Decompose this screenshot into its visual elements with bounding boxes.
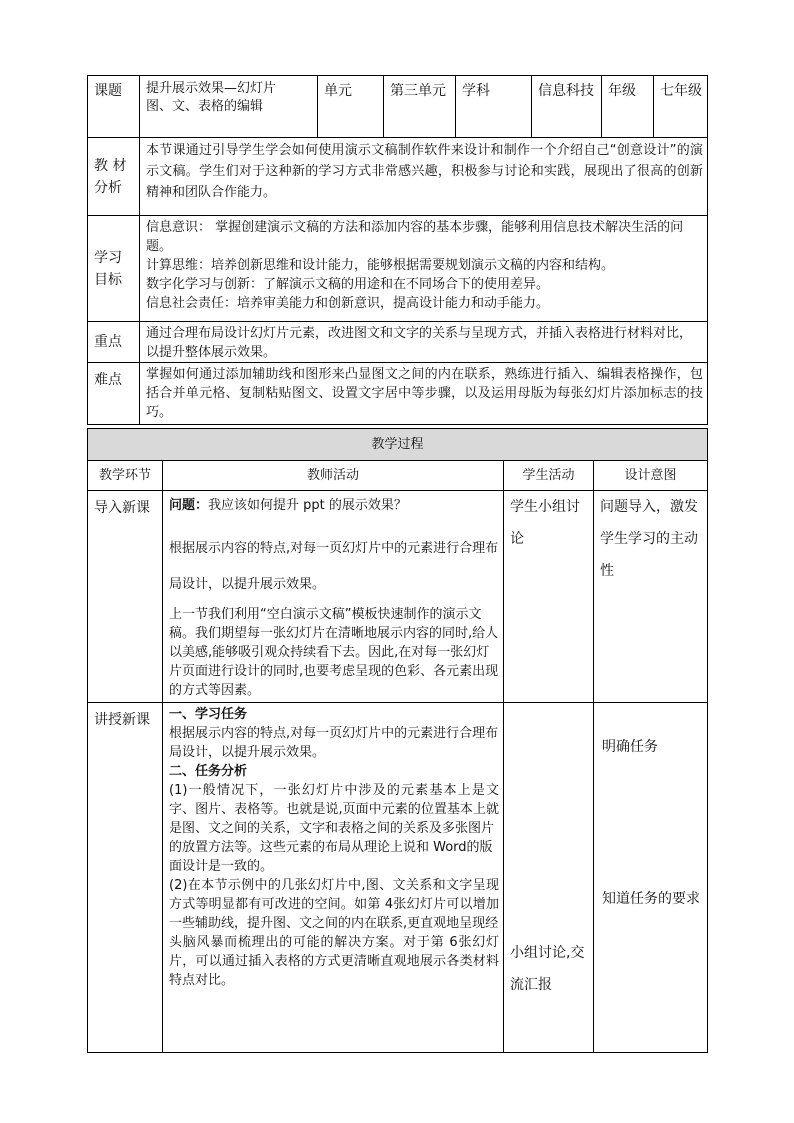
intent-know-requirements: 知道任务的要求 [602,891,700,907]
intro-teacher-activity [163,491,504,703]
intro-para-2: 上一节我们利用“空白演示文稿”模板快速制作的演示文稿。我们期望每一张幻灯片在清晰地展示内容的同时,给人以美感,能够吸引观众持续看下去。因此,在对每一张幻灯片页面进行设计的同时,也要考虑呈现的色彩、各元素出现的方式等因素。 [169,607,499,698]
difficult-point-row [88,363,708,425]
key-point-text: 通过合理布局设计幻灯片元素，改进图文和文字的关系与呈现方式，并插入表格进行材料对比，以提升整体展示效果。 [140,322,708,363]
grade-label: 年级 [602,76,654,138]
topic-value [140,76,318,138]
key-point-row [88,322,708,363]
new-lesson-stage: 讲授新课 [88,703,163,1053]
goals-label [88,216,140,322]
material-label-line-2: 分析 [94,179,122,196]
intro-question [169,497,499,515]
task-text: 根据展示内容的特点,对每一页幻灯片中的元素进行合理布局设计，以提升展示效果。 [169,726,499,760]
material-row [88,138,708,216]
analysis-para-1: (1)一般情况下，一张幻灯片中涉及的元素基本上是文字、图片、表格等。也就是说,页面中元素的位置基本上就是图、文之间的关系，文字和表格之间的关系及多张图片 [169,783,499,836]
analysis-para-2: 的放置方法等。这些元素的布局从理论上说和 Word的版面设计是一致的。 [169,840,493,874]
new-lesson-student-activity [504,703,594,1053]
teaching-process-title: 教学过程 [88,429,708,461]
goal-item: 信息社会责任：培养审美能力和创新意识，提高设计能力和动手能力。 [146,296,550,311]
topic-line-1: 提升展示效果—幻灯片 [146,81,277,96]
topic-label: 课题 [88,76,140,138]
intro-para-1: 根据展示内容的特点,对每一页幻灯片中的元素进行合理布局设计，以提升展示效果。 [169,541,499,592]
lesson-info-table [87,75,708,425]
material-label-line-1: 教 材 [94,157,127,174]
header-stage: 教学环节 [88,461,163,491]
new-lesson-design-intent [594,703,708,1053]
difficult-point-label: 难点 [88,363,140,425]
topic-line-2: 图、文、表格的编辑 [146,99,264,114]
question-text: 我应该如何提升 ppt 的展示效果？ [208,498,407,513]
header-teacher: 教师活动 [163,461,504,491]
new-lesson-teacher-activity [163,703,504,1053]
goals-label-line-2: 目标 [94,271,122,288]
header-row [88,461,708,491]
topic-row [88,76,708,138]
goals-row [88,216,708,322]
subject-label: 学科 [456,76,532,138]
analysis-para-4: 头脑风暴而梳理出的可能的解决方案。对于第 6张幻灯片，可以通过插入表格的方式更清晰直观地展示各类材料特点对比。 [169,935,499,988]
teaching-process-table [87,428,708,1053]
task-heading: 一、学习任务 [169,707,248,722]
difficult-point-text: 掌握如何通过添加辅助线和图形来凸显图文之间的内在联系，熟练进行插入、编辑表格操作，包括合并单元格、复制粘贴图文、设置文字居中等步骤，以及运用母版为每张幻灯片添加标志的技巧。 [140,363,708,425]
intro-student-activity: 学生小组讨论 [504,491,594,703]
unit-label: 单元 [318,76,384,138]
intro-design-intent: 问题导入，激发学生学习的主动性 [594,491,708,703]
key-point-label: 重点 [88,322,140,363]
goal-item: 数字化学习与创新：了解演示文稿的用途和在不同场合下的使用差异。 [146,277,550,292]
goal-item: 信息意识： 掌握创建演示文稿的方法和添加内容的基本步骤，能够利用信息技术解决生活的问题。 [146,220,684,254]
intro-row [88,491,708,703]
unit-value: 第三单元 [384,76,456,138]
subject-value: 信息科技 [532,76,602,138]
goals-list [140,216,708,322]
analysis-heading: 二、任务分析 [169,764,248,779]
grade-value: 七年级 [654,76,708,138]
material-analysis-text: 本节课通过引导学生学会如何使用演示文稿制作软件来设计和制作一个介绍自己“创意设计”的演示文稿。学生们对于这种新的学习方式非常感兴趣，积极参与讨论和实践，展现出了很高的创新精神和团队合作能力。 [140,138,708,216]
intro-stage: 导入新课 [88,491,163,703]
goals-label-line-1: 学习 [94,249,122,266]
analysis-para-3: (2)在本节示例中的几张幻灯片中,图、文关系和文字呈现方式等明显都有可改进的空间。如第 4张幻灯片可以增加一些辅助线，提升图、文之间的内在联系,更直观地呈现经 [169,878,499,931]
question-label: 问题： [169,498,209,513]
header-intent: 设计意图 [594,461,708,491]
intent-clarify-task: 明确任务 [602,739,658,755]
new-lesson-student-text: 小组讨论,交流汇报 [510,944,585,993]
material-label [88,138,140,216]
new-lesson-row [88,703,708,1053]
band-row [88,429,708,461]
header-student: 学生活动 [504,461,594,491]
goal-item: 计算思维：培养创新思维和设计能力，能够根据需要规划演示文稿的内容和结构。 [146,258,615,273]
